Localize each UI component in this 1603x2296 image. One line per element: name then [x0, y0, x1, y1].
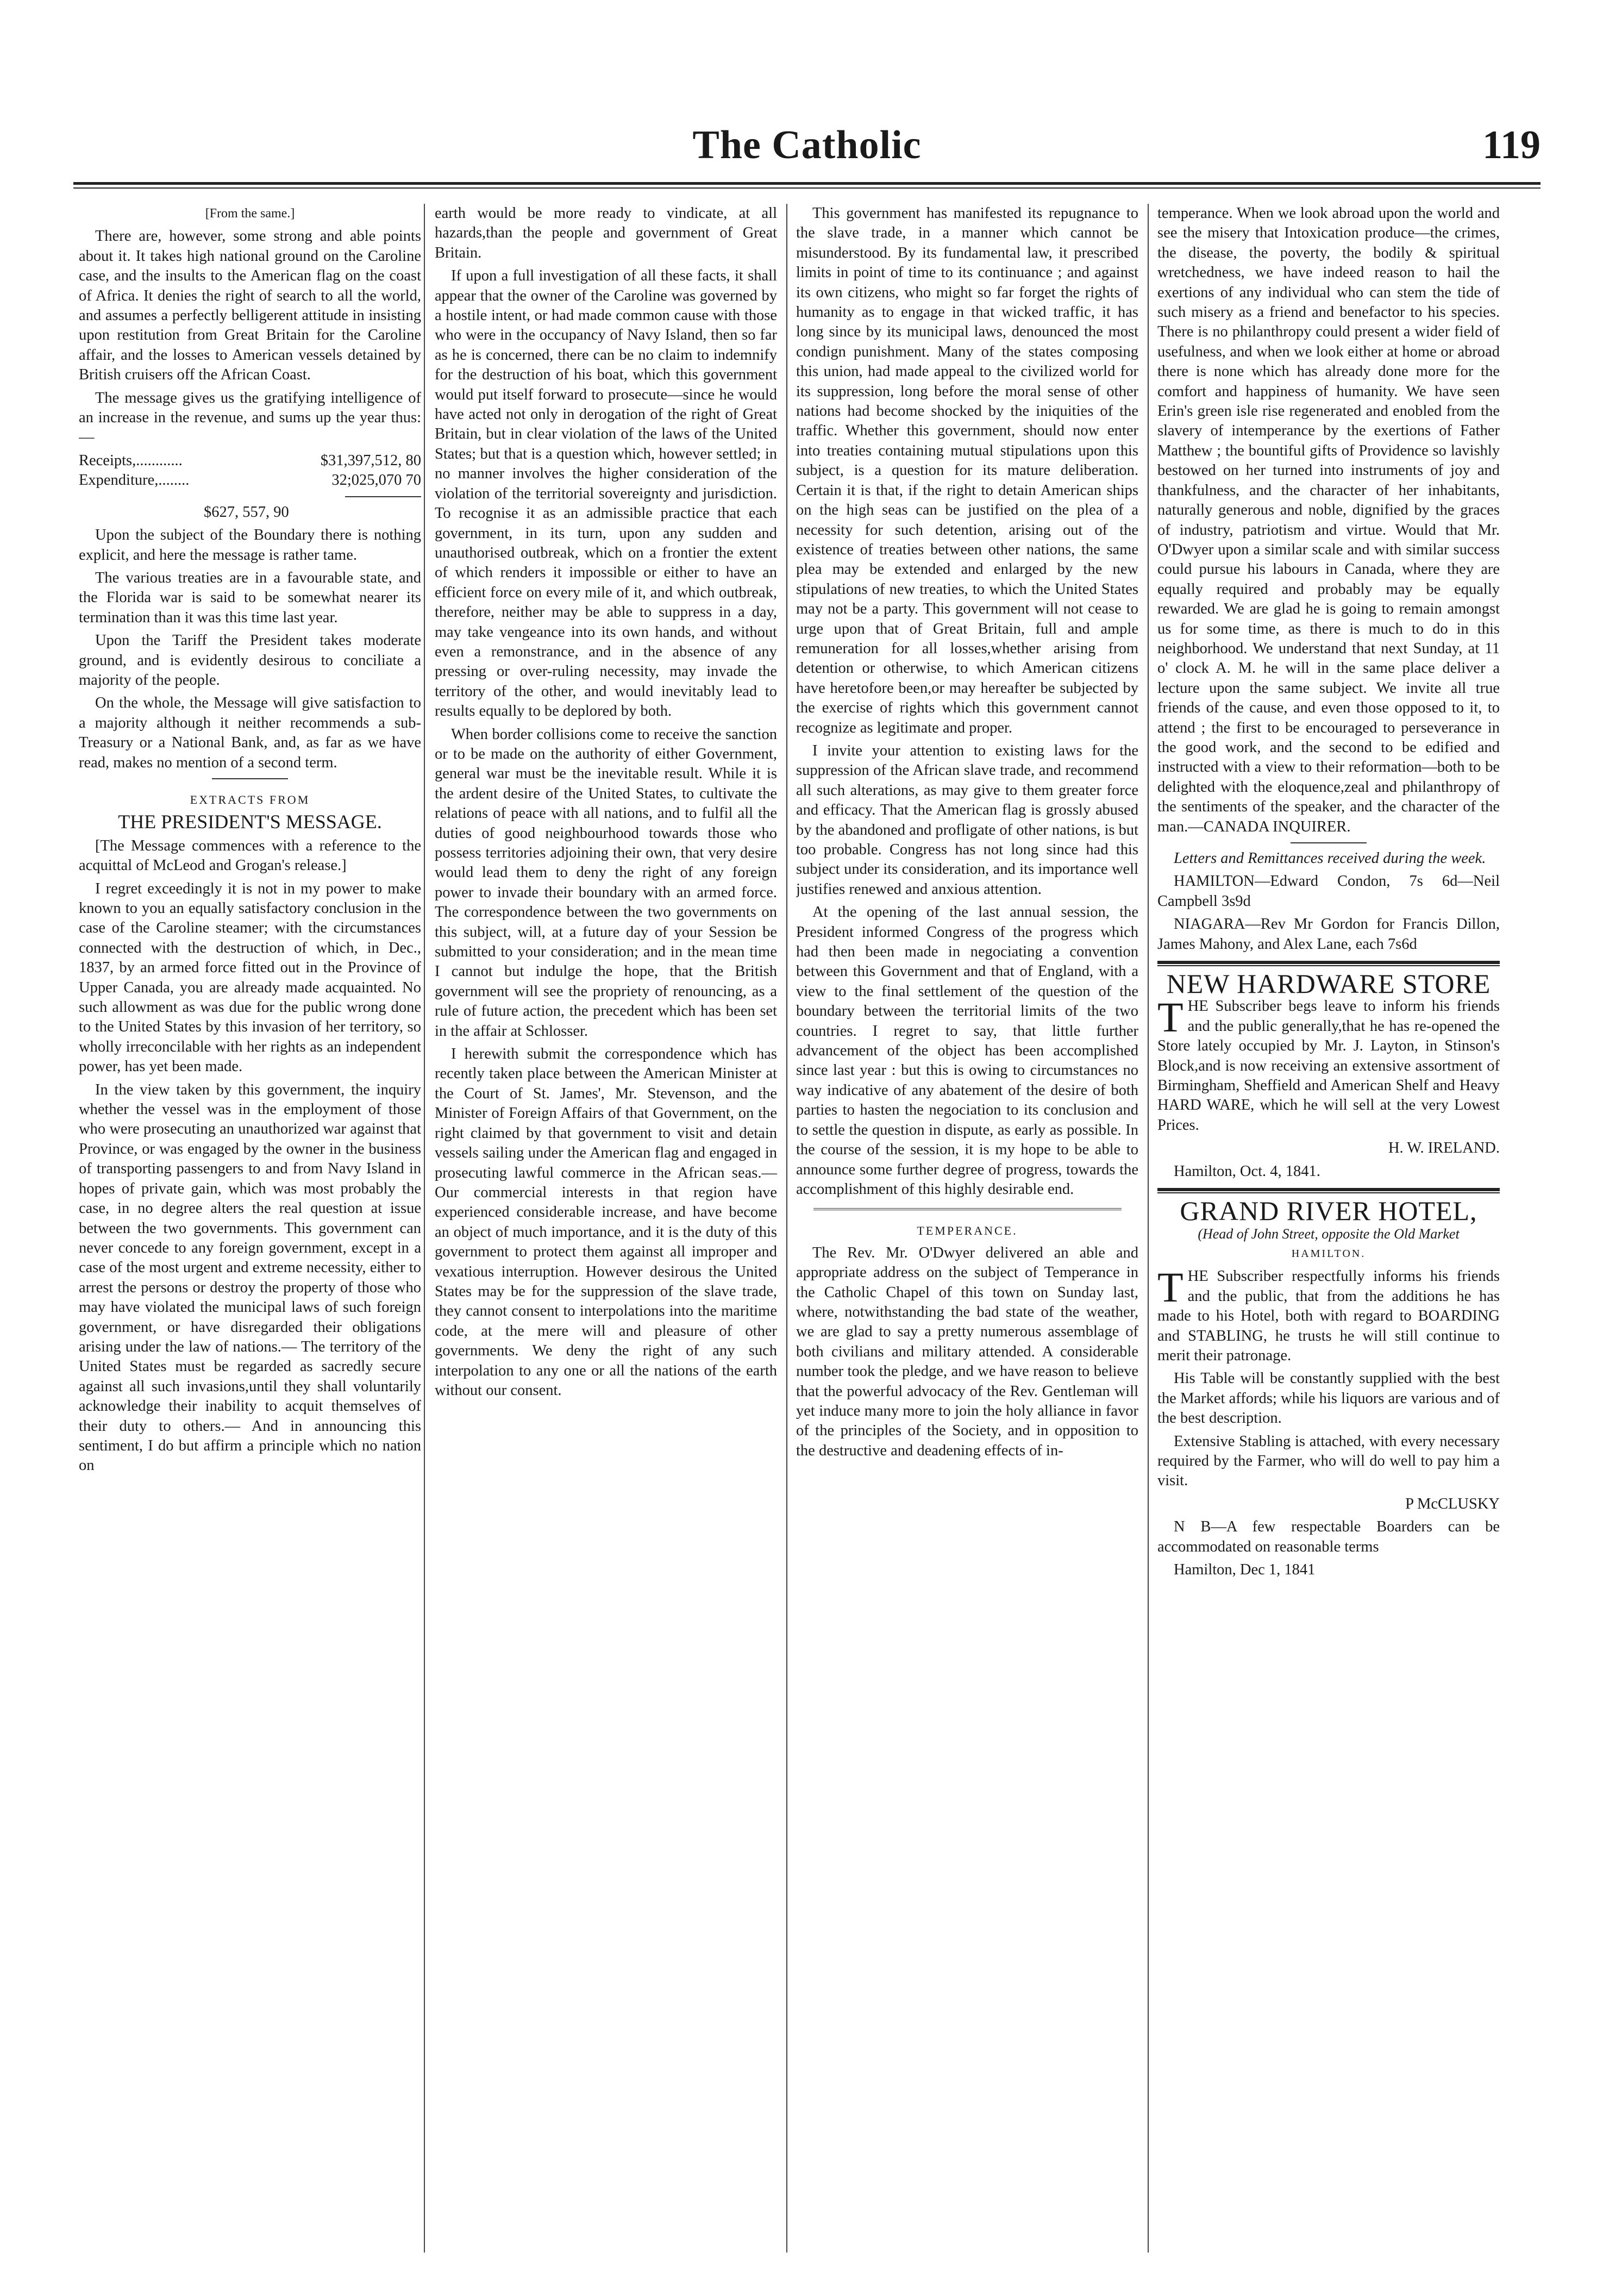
header-rule	[73, 182, 1541, 185]
paragraph: When border collisions come to receive the sanction or to be made on the authority of either Government, general war must be the inevitable result. While it is the ardent desire of the United States, to cultivate the relations of peace with all nations, and to fulfil all the duties of good neighbourhood towards those who possess territories adjoining their own, that very desire would lead them to deny the right of any foreign power to invade their boundary with an armed force. The correspondence between the two governments on this subject, will, at a future day of your Session be submitted to your consideration; and in the mean time I cannot but indulge the hope, that the British government will see the propriety of renouncing, as a rule of future action, the precedent which has been set in the affair at Schlosser.	[435, 725, 777, 1040]
hardware-store-body	[1157, 993, 1500, 1135]
temperance-heading: TEMPERANCE.	[917, 1224, 1018, 1238]
paragraph: earth would be more ready to vindicate, at all hazards,than the people and government of Great Britain.	[435, 205, 777, 261]
column-2	[435, 204, 777, 2258]
column-separator	[424, 204, 425, 2253]
remittance-hamilton: HAMILTON—Edward Condon, 7s 6d—Neil Campbell 3s9d	[1157, 873, 1500, 910]
remittance-niagara: NIAGARA—Rev Mr Gordon for Francis Dillon, James Mahony, and Alex Lane, each 7s6d	[1157, 916, 1500, 953]
hotel-text: HE Subscriber respectfully informs his friends and the public, that from the additions he has made to his Hotel, both with regard to BOARDING and STABLING, he trusts he will still continue to merit their patronage.	[1157, 1268, 1500, 1364]
expenditure-row	[79, 471, 421, 490]
section-rule	[813, 1208, 1122, 1210]
paragraph: If upon a full investigation of all these facts, it shall appear that the owner of the Caroline was governed by a hostile intent, or had made common cause with those who were in the occupancy of Navy Island, then so far as he is concerned, there can be no claim to indemnify for the destruction of his boat, which this government would put itself forward to prosecute—since he would have acted not only in derogation of the right of Great Britain, but in clear violation of the laws of the United States; but that is a question which, however settled; in no manner involves the higher consideration of the violation of the territorial sovereignty and jurisdiction. To recognise it as an admissible practice that each government, in its turn, upon any sudden and unauthorised outbreak, which on a frontier the extent of which renders it impossible or either to have an efficient force on every mile of it, and which outbreak, therefore, neither may be able to suppress in a day, may take vengeance into its own hands, and without even a remonstrance, and in the absence of any pressing or over-ruling necessity, may invade the territory of the other, and would inevitably lead to results equally to be deplored by both.	[435, 267, 777, 720]
paragraph: The various treaties are in a favourable state, and the Florida war is said to be somewhat nearer its termination than it was this time last year.	[79, 569, 421, 626]
paragraph: I invite your attention to existing laws for the suppression of the African slave trade, and recommend all such alterations, as may give to them greater force and efficacy. That the American flag is grossly abused by the abandoned and profligate of other nations, is but too probable. Congress has not long since had this subject under its consideration, and its importance well justifies renewed and anxious attention.	[796, 742, 1138, 898]
ad-rule	[1157, 961, 1500, 964]
paragraph: His Table will be constantly supplied with the best the Market affords; while his liquors are various and of the best description.	[1157, 1370, 1500, 1427]
expenditure-value: 32;025,070 70	[331, 472, 421, 489]
paragraph: The message gives us the gratifying intelligence of an increase in the revenue, and sums up the year thus:—	[79, 389, 421, 446]
header-rule-thin	[73, 187, 1541, 189]
column-separator	[786, 204, 787, 2253]
hotel-body	[1157, 1263, 1500, 1366]
column-separator	[1148, 204, 1149, 2253]
hotel-dropcap: T	[1157, 1263, 1184, 1311]
hotel-date: Hamilton, Dec 1, 1841	[1174, 1561, 1316, 1578]
hotel-signature: P McCLUSKY	[1405, 1495, 1500, 1512]
ad-rule-thin	[1157, 965, 1500, 966]
hotel-address: (Head of John Street, opposite the Old Market	[1198, 1225, 1460, 1242]
paragraph: The Rev. Mr. O'Dwyer delivered an able and appropriate address on the subject of Temperance in the Catholic Chapel of this town on Sunday last, where, notwithstanding the bad state of the weather, we are glad to say a pretty numerous assemblage of both civilians and military attended. A considerable number took the pledge, and we have reason to believe that the powerful advocacy of the Rev. Gentleman will yet induce many more to join the holy alliance in favor of the principles of the Society, and in opposition to the destructive and deadening effects of in-	[796, 1244, 1138, 1459]
paragraph: There are, however, some strong and able points about it. It takes high national ground on the Caroline case, and the insults to the American flag on the coast of Africa. It denies the right of search to all the world, and assumes a perfectly belligerent attitude in insisting upon restitution from Great Britain for the Caroline affair, and the losses to American vessels detained by British cruisers off the African Coast.	[79, 228, 421, 384]
section-rule	[1291, 842, 1367, 843]
hardware-signature: H. W. IRELAND.	[1388, 1140, 1500, 1157]
receipts-value: $31,397,512, 80	[320, 452, 421, 469]
paragraph: temperance. When we look abroad upon the world and see the misery that Intoxication produce—the crimes, the disease, the poverty, the bodily & spiritual wretchedness, we have indeed reason to hail the exertions of any individual who can stem the tide of such misery as a friend and benefactor to his species. There is no philanthropy could present a wider field of usefulness, and when we look either at home or abroad there is none which has already done more for the comfort and happiness of humanity. We have seen Erin's green isle rise regenerated and enobled from the slavery of intemperance by the exertions of Father Matthew ; the bountiful gifts of Providence so lavishly bestowed on her turned into instruments of joy and thankfulness, and the character of her inhabitants, naturally generous and noble, dignified by the graces of industry, patriotism and virtue. Would that Mr. O'Dwyer upon a similar scale and with similar success could pursue his labours in Canada, where they are equally required and probably may be equally rewarded. We are glad he is going to remain amongst us for some time, as there is much to do in this neighborhood. We understand that next Sunday, at 11 o' clock A. M. he will in the same place deliver a lecture upon the same subject. We invite all true friends of the cause, and even those opposed to it, to attend ; the first to be encouraged to perseverance in the good work, and the second to be edified and instructed with a view to their reformation—both to be delighted with the eloquence,zeal and philanthropy of the sentiments of the speaker, and the character of the man.—CANADA INQUIRER.	[1157, 205, 1500, 835]
paragraph: At the opening of the last annual session, the President informed Congress of the progress which had then been made in negociating a convention between this Government and that of England, with a view to the final settlement of the question of the boundary between the territorial limits of the two countries. I regret to say, that little further advancement of the object has been accomplished since last year : but this is owing to circumstances no way indicative of any abatement of the desire of both parties to hasten the negociation to its conclusion and to settle the question in dispute, as early as possible. In the course of the session, it is my hope to be able to announce some further degree of progress, towards the accomplishment of this highly desirable end.	[796, 904, 1138, 1198]
hotel-city: HAMILTON.	[1291, 1247, 1366, 1260]
ad-rule	[1157, 1188, 1500, 1191]
page-number: 119	[1482, 123, 1541, 167]
ad-rule-thin	[1157, 1192, 1500, 1193]
hardware-dropcap: T	[1157, 993, 1184, 1041]
section-heading: THE PRESIDENT'S MESSAGE.	[118, 811, 382, 833]
paragraph: Upon the Tariff the President takes moderate ground, and is evidently desirous to conciliate a majority of the people.	[79, 632, 421, 689]
paragraph: I regret exceedingly it is not in my power to make known to you an equally satisfactory conclusion in the case of the Caroline steamer; with the circumstances connected with the destruction of which, in Dec., 1837, by an armed force fitted out in the Province of Upper Canada, you are already made acquainted. No such allowment as was due for the public wrong done to the United States by this invasion of her territory, so wholly irreconcilable with her rights as an independent power, has yet been made.	[79, 880, 421, 1075]
expenditure-label: Expenditure,........	[79, 472, 190, 489]
hardware-text: HE Subscriber begs leave to inform his friends and the public generally,that he has re-opened the Store lately occupied by Mr. J. Layton, in Stinson's Block,and is now receiving an extensive assortment of Birmingham, Sheffield and American Shelf and Heavy HARD WARE, which he will sell at the very Lowest Prices.	[1157, 998, 1500, 1134]
paragraph: [The Message commences with a reference to the acquittal of McLeod and Grogan's release.]	[79, 837, 421, 874]
hotel-nb: N B—A few respectable Boarders can be accommodated on reasonable terms	[1157, 1518, 1500, 1555]
column-3	[796, 204, 1138, 2258]
paragraph: In the view taken by this government, the inquiry whether the vessel was in the employment of those who were prosecuting an unauthorized war against that Province, or was engaged by the owner in the business of transporting passengers to and from Navy Island in hopes of private gain, which was most probably the case, in no degree alters the real question at issue between the two governments. This government can never concede to any foreign government, except in a case of the most urgent and extreme necessity, either to arrest the persons or destroy the property of those who may have violated the municipal laws of such foreign government, or have disregarded their obligations arising under the law of nations.— The territory of the United States must be regarded as sacredly secure against all such invasions,until they shall voluntarily acknowledge their inability to acquit themselves of their duty to others.— And in announcing this sentiment, I do but affirm a principle which no nation on	[79, 1081, 421, 1474]
receipts-row	[79, 451, 421, 471]
hardware-date: Hamilton, Oct. 4, 1841.	[1174, 1162, 1320, 1180]
paragraph: This government has manifested its repugnance to the slave trade, in a manner which cannot be misunderstood. By its fundamental law, it prescribed limits in point of time to its continuance ; and against its own citizens, who might so far forget the rights of humanity as to engage in that wicked traffic, it has long since by its municipal laws, denounced the most condign punishment. Many of the states composing this union, had made appeal to the civilized world for its suppression, long before the moral sense of other nations had become shocked by the iniquities of the traffic. Whether this government, should now enter into treaties containing mutual stipulations upon this subject, is a question for its mature deliberation. Certain it is that, if the right to detain American ships on the high seas can be justified on the plea of a necessity for such detention, arising out of the existence of treaties between other nations, the same plea may be extended and enlarged by the new stipulations of new treaties, to which the United States may not be a party. This government will not cease to urge upon that of Great Britain, full and ample remuneration for all losses,whether arising from detention or otherwise, to which American citizens have heretofore been,or may hereafter be subjected by the exercise of rights which this government cannot recognize as legitimate and proper.	[796, 205, 1138, 736]
newspaper-title: The Catholic	[692, 123, 922, 167]
sum-rule	[345, 496, 421, 497]
paragraph: On the whole, the Message will give satisfaction to a majority although it neither recommends a sub-Treasury or a National Bank, and, as far as we have read, makes no mention of a second term.	[79, 695, 421, 771]
hotel-title: GRAND RIVER HOTEL,	[1180, 1196, 1477, 1227]
page-header	[73, 122, 1541, 182]
column-4	[1157, 204, 1500, 2258]
paragraph: I herewith submit the correspondence which has recently taken place between the American Minister at the Court of St. James', Mr. Stevenson, and the Minister of Foreign Affairs of that Government, on the right claimed by that government to visit and detain vessels sailing under the American flag and engaged in prosecuting lawful commerce in the African seas.— Our commercial interests in that region have experienced considerable increase, and have become an object of much importance, and it is the duty of this government to protect them against all improper and vexatious interruption. However desirous the United States may be for the suppression of the slave trade, they cannot consent to interpolations into the maritime code, at the mere will and pleasure of other governments. We deny the right of any such interpolation to any one or all the nations of the earth without our consent.	[435, 1046, 777, 1399]
column-1	[79, 204, 421, 2258]
source-note: [From the same.]	[205, 207, 295, 221]
hardware-store-title: NEW HARDWARE STORE	[1166, 968, 1491, 999]
section-rule	[212, 778, 288, 779]
letters-heading: Letters and Remittances received during the week.	[1174, 850, 1486, 867]
extracts-label: EXTRACTS FROM	[190, 792, 310, 806]
paragraph: Extensive Stabling is attached, with every necessary required by the Farmer, who will do well to pay him a visit.	[1157, 1432, 1500, 1490]
paragraph: Upon the subject of the Boundary there is nothing explicit, and here the message is rather tame.	[79, 527, 421, 564]
total-value: $627, 557, 90	[204, 503, 289, 521]
receipts-label: Receipts,............	[79, 452, 183, 469]
